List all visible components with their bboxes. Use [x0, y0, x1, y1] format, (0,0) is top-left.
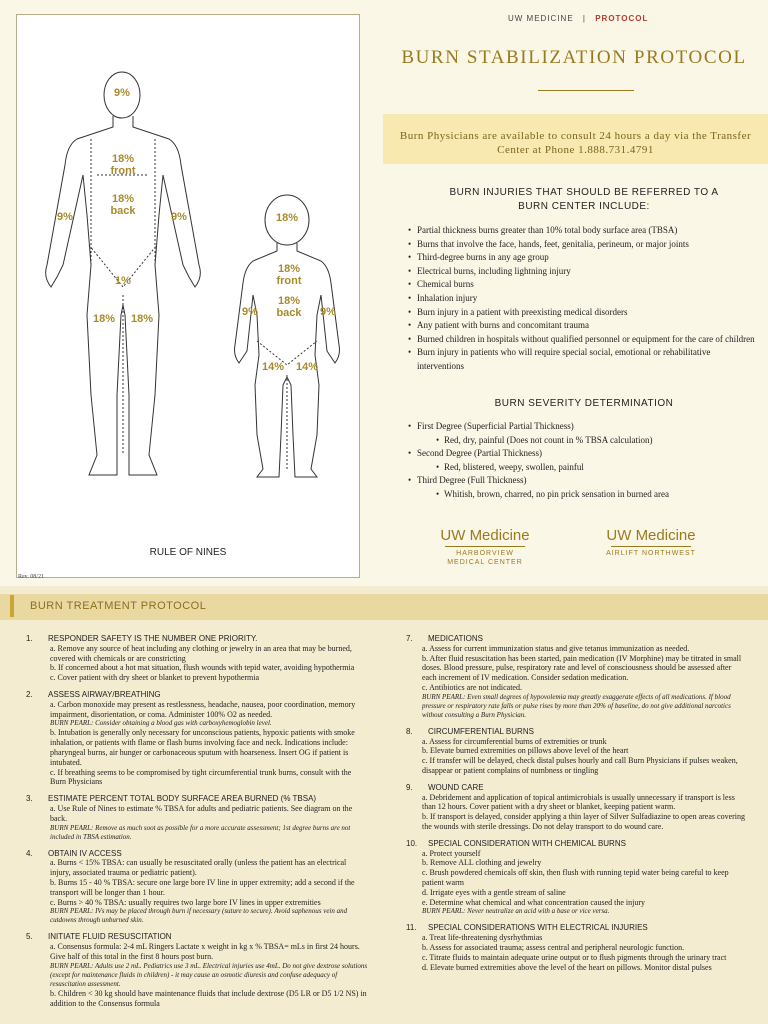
section-heading: [26, 634, 368, 644]
section-title: SPECIAL CONSIDERATIONS WITH ELECTRICAL INJURIES: [428, 923, 648, 933]
list-item: • Burn injury in patients who will require special social, emotional or rehabilitative interventions: [408, 346, 758, 373]
adult-right-arm-pct: 9%: [171, 211, 187, 223]
back-page: [0, 586, 768, 1024]
list-item: • Red, dry, painful (Does not count in % TBSA calculation): [408, 434, 758, 448]
adult-genitals-pct: 1%: [115, 275, 131, 287]
header-line: [508, 14, 648, 23]
burn-pearl: BURN PEARL: Remove as much soot as possible for a more accurate assessment; 1st degree burns are not included in TBSA estimation.: [50, 823, 351, 841]
section-heading: [26, 794, 368, 804]
harborview-logo: [430, 527, 540, 567]
treatment-section: [26, 634, 368, 683]
list-item: • Burn injury in a patient with preexisting medical disorders: [408, 306, 758, 320]
section-item: b. If transport is delayed, consider applying a thin layer of Silver Sulfadiazine to open areas covering the wounds with sterile dressings. Do not delay transport to do wound care.: [422, 812, 746, 831]
logo-divider: [445, 546, 525, 547]
list-item: • Inhalation injury: [408, 292, 758, 306]
section-item: c. If transfer will be delayed, check distal pulses hourly and call Burn Physicians if pulses weaken, disappear or patient complains of numbness or tingling: [422, 756, 738, 775]
treatment-heading: BURN TREATMENT PROTOCOL: [30, 600, 207, 612]
referral-heading: BURN INJURIES THAT SHOULD BE REFERRED TO A BURN CENTER INCLUDE:: [449, 187, 719, 212]
adult-left-arm-pct: 9%: [57, 211, 73, 223]
adult-trunk-front-pct: 18% front: [110, 153, 136, 177]
treatment-section: [406, 839, 746, 917]
section-item: c. Antibiotics are not indicated.: [422, 682, 522, 692]
section-item: a. Burns < 15% TBSA: can usually be resuscitated orally (unless the patient has an electrical injury, associated trauma or pediatric patient).: [50, 858, 347, 878]
section-heading: [26, 849, 368, 859]
section-item: a. Carbon monoxide may present as restlessness, headache, nausea, poor coordination, memory impairment, disorientation, or coma. Administer 100% O2 as needed.: [50, 699, 356, 719]
logo-main: UW Medicine: [440, 527, 530, 544]
child-right-arm-pct: 9%: [320, 306, 336, 318]
adult-trunk-back-pct: 18% back: [110, 193, 136, 217]
header-brand: UW MEDICINE: [508, 14, 574, 23]
child-left-leg-pct: 14%: [261, 361, 285, 373]
section-item: a. Remove any source of heat including any clothing or jewelry in an area that may be burned, covered with chemicals or are constricting: [50, 643, 352, 663]
logo-main: UW Medicine: [606, 527, 696, 544]
list-item: • Burns that involve the face, hands, feet, genitalia, perineum, or major joints: [408, 238, 758, 252]
burn-pearl: BURN PEARL: Adults use 2 mL. Pediatrics use 3 mL. Electrical injuries use 4mL. Do not give dextrose solutions (except for maintenance fluids in children) - it may cause an osmotic diuresis and confuse adequacy of resuscitation assessment.: [50, 961, 368, 988]
section-heading: [406, 727, 746, 737]
section-item: a. Assess for circumferential burns of extremities or trunk: [422, 736, 607, 746]
section-title: CIRCUMFERENTIAL BURNS: [428, 726, 534, 736]
section-number: 8.: [406, 726, 413, 736]
section-item: a. Protect yourself: [422, 848, 481, 858]
revision-date: Rev. 08/21: [18, 574, 44, 580]
section-item: b. Assess for associated trauma; assess central and peripheral neurologic function.: [422, 942, 685, 952]
list-item: • Second Degree (Partial Thickness): [408, 447, 758, 461]
list-item: • Chemical burns: [408, 278, 758, 292]
child-left-arm-pct: 9%: [242, 306, 258, 318]
section-number: 7.: [406, 634, 413, 643]
section-title: OBTAIN IV ACCESS: [48, 848, 122, 858]
page-title: BURN STABILIZATION PROTOCOL: [401, 47, 747, 68]
section-item: b. Intubation is generally only necessary for unconscious patients, hypoxic patients with smoke inhalation, or patients with flame or flash burns involving face and neck. Indications include: pharyngeal burns, air hunger or carbonaceous sputum with hoarseness. Insert OG if patient is intubated.: [50, 728, 355, 767]
list-item: • Partial thickness burns greater than 10% total body surface area (TBSA): [408, 224, 758, 238]
list-item: • Whitish, brown, charred, no pin prick sensation in burned area: [408, 488, 758, 502]
severity-list: [408, 420, 758, 502]
section-heading: [26, 932, 368, 942]
treatment-section: [26, 794, 368, 841]
section-title: RESPONDER SAFETY IS THE NUMBER ONE PRIORITY.: [48, 634, 258, 643]
section-heading: [26, 690, 368, 700]
section-item: b. Children < 30 kg should have maintenance fluids that include dextrose (D5 LR or D5 1/2 NS) in addition to the Consensus formula: [50, 988, 367, 1008]
list-item: • First Degree (Superficial Partial Thickness): [408, 420, 758, 434]
section-title: ASSESS AIRWAY/BREATHING: [48, 689, 161, 699]
section-item: b. Elevate burned extremities on pillows above level of the heart: [422, 746, 629, 756]
airlift-logo: [596, 527, 706, 558]
section-heading: [406, 923, 746, 933]
list-item: • Third-degree burns in any age group: [408, 251, 758, 265]
section-number: 3.: [26, 794, 33, 804]
rule-of-nines-diagram: [16, 14, 360, 578]
child-head-pct: 18%: [275, 212, 299, 224]
diagram-caption: RULE OF NINES: [149, 547, 227, 558]
section-item: c. Cover patient with dry sheet or blanket to prevent hypothermia: [50, 673, 260, 683]
section-heading: [406, 839, 746, 849]
section-item: c. Brush powdered chemicals off skin, then flush with running tepid water being careful to keep patient warm: [422, 868, 729, 887]
section-item: b. Burns 15 - 40 % TBSA: secure one large bore IV line in upper extremity; add a second if the transport will be longer than 1 hour.: [50, 877, 355, 897]
adult-left-leg-pct: 18%: [92, 313, 116, 325]
referral-list: [408, 224, 758, 374]
section-number: 10.: [406, 838, 418, 848]
treatment-section: [406, 783, 746, 832]
treatment-section: [26, 932, 368, 1008]
adult-head-pct: 9%: [114, 87, 130, 99]
child-trunk-back-pct: 18% back: [276, 295, 302, 319]
section-item: a. Treat life-threatening dysrhythmias: [422, 933, 543, 943]
section-item: d. Irrigate eyes with a gentle stream of saline: [422, 887, 566, 897]
band-accent: [10, 595, 14, 617]
child-trunk-front-pct: 18% front: [276, 263, 302, 287]
treatment-section: [406, 634, 746, 720]
list-item: • Third Degree (Full Thickness): [408, 474, 758, 488]
section-item: c. Titrate fluids to maintain adequate urine output or to flush pigments through the urinary tract: [422, 952, 727, 962]
section-number: 11.: [406, 923, 417, 933]
treatment-band: [0, 594, 768, 620]
logo-sub: HARBORVIEW: [456, 550, 514, 557]
section-title: ESTIMATE PERCENT TOTAL BODY SURFACE AREA BURNED (% TBSA): [48, 794, 317, 804]
header-tag: PROTOCOL: [595, 14, 649, 23]
section-item: a. Debridement and application of topical antimicrobials is usually unnecessary if transport is less than 12 hours. Cover patient with a dry sheet or blanket, keeping patient warm.: [422, 792, 735, 812]
list-item: • Red, blistered, weepy, swollen, painful: [408, 461, 758, 475]
section-item: d. Elevate burned extremities above the level of the heart on pillows. Monitor distal pulses: [422, 962, 712, 972]
burn-pearl: BURN PEARL: Consider obtaining a blood gas with carboxyhemoglobin level.: [50, 719, 272, 728]
list-item: • Burned children in hospitals without qualified personnel or equipment for the care of children: [408, 333, 758, 347]
header-separator: |: [582, 14, 586, 23]
section-item: c. If breathing seems to be compromised by tight circumferential trunk burns, consult with the Burn Physicians: [50, 767, 352, 787]
logo-sub: MEDICAL CENTER: [447, 559, 523, 566]
logo-divider: [611, 546, 691, 547]
treatment-section: [406, 727, 746, 776]
consult-banner: Burn Physicians are available to consult 24 hours a day via the Transfer Center at Phone 1.888.731.4791: [383, 114, 768, 164]
section-number: 9.: [406, 782, 413, 792]
burn-pearl: BURN PEARL: Never neutralize an acid with a base or vice versa.: [422, 907, 610, 916]
list-item: • Electrical burns, including lightning injury: [408, 265, 758, 279]
burn-pearl: BURN PEARL: IVs may be placed through burn if necessary (suture to secure). Avoid saphenous vein and cutdowns through unburned skin.: [50, 907, 348, 925]
treatment-section: [26, 849, 368, 926]
section-title: MEDICATIONS: [428, 634, 483, 643]
child-right-leg-pct: 14%: [295, 361, 319, 373]
adult-right-leg-pct: 18%: [130, 313, 154, 325]
section-item: e. Determine what chemical and what concentration caused the injury: [422, 897, 646, 907]
section-heading: [406, 634, 746, 644]
section-item: c. Burns > 40 % TBSA: usually requires two large bore IV lines in upper extremities: [50, 897, 321, 907]
section-item: b. Remove ALL clothing and jewelry: [422, 858, 542, 868]
logo-sub: AIRLIFT NORTHWEST: [606, 550, 696, 557]
section-number: 5.: [26, 932, 33, 942]
section-number: 4.: [26, 848, 33, 858]
treatment-section: [406, 923, 746, 972]
list-item: • Any patient with burns and concomitant trauma: [408, 319, 758, 333]
section-item: b. If concerned about a hot mat situation, flush wounds with tepid water, avoiding hypothermia: [50, 663, 355, 673]
section-item: a. Consensus formula: 2-4 mL Ringers Lactate x weight in kg x % TBSA= mLs in first 24 hours. Give half of this total in the first 8 hours post burn.: [50, 942, 360, 961]
section-number: 1.: [26, 634, 33, 643]
treatment-right-column: [406, 634, 746, 979]
treatment-left-column: [26, 634, 368, 1015]
severity-heading: BURN SEVERITY DETERMINATION: [494, 398, 674, 409]
section-number: 2.: [26, 689, 33, 699]
section-heading: [406, 783, 746, 793]
title-divider: [538, 90, 634, 91]
section-title: WOUND CARE: [428, 782, 484, 792]
section-title: SPECIAL CONSIDERATION WITH CHEMICAL BURNS: [428, 838, 626, 848]
section-item: a. Assess for current immunization status and give tetanus immunization as needed.: [422, 643, 690, 653]
burn-pearl: BURN PEARL: Even small degrees of hypovolemia may greatly exaggerate effects of all medications. If blood pressure or respiratory rate falls or pulse rises by more than 20% of baseline, do not give additional narcotics without consulting a Burn Physician.: [422, 692, 731, 719]
treatment-section: [26, 690, 368, 787]
section-item: b. After fluid resuscitation has been started, pain medication (IV Morphine) may be titrated in small doses. Blood pressure, pulse, respiratory rate and level of consciousness should be assessed after each increment of IV medication. Consider sedation medication.: [422, 653, 742, 683]
section-title: INITIATE FLUID RESUSCITATION: [48, 932, 172, 942]
section-item: a. Use Rule of Nines to estimate % TBSA for adults and pediatric patients. See diagram on the back.: [50, 803, 353, 823]
